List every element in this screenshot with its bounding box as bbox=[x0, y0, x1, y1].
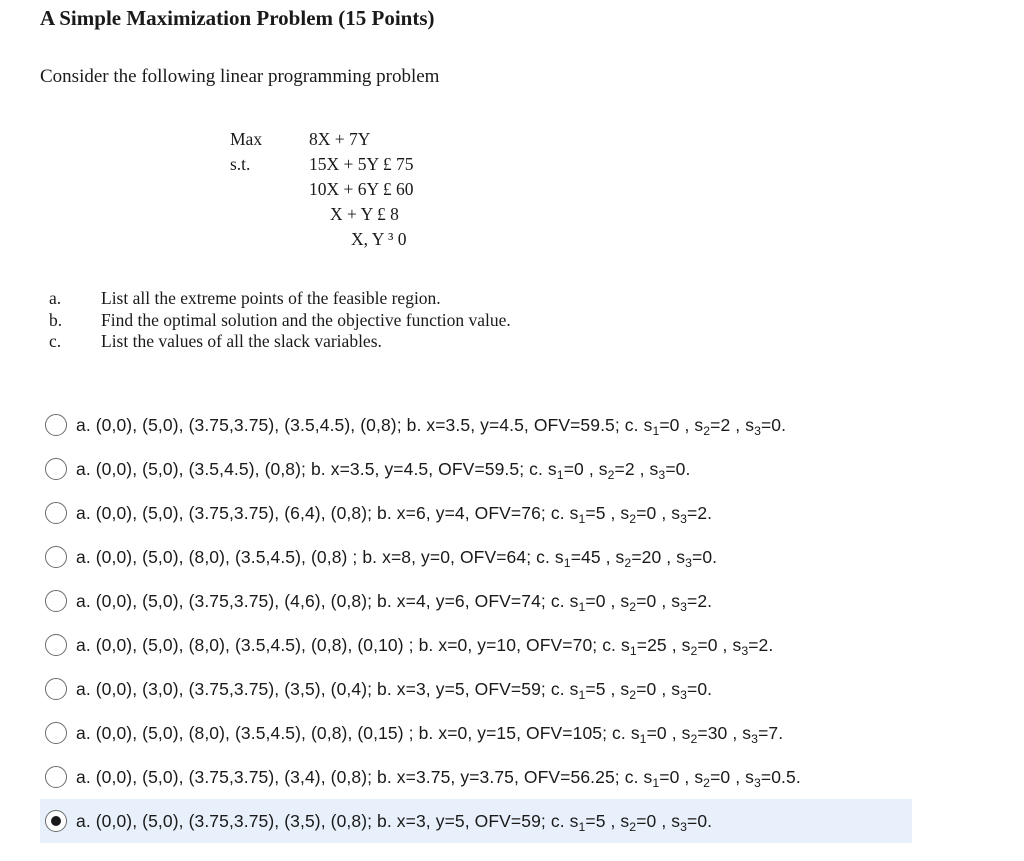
radio-button[interactable] bbox=[45, 634, 67, 656]
answer-option[interactable] bbox=[40, 491, 912, 535]
constraint-1: 15X + 5Y £ 75 bbox=[309, 154, 414, 174]
radio-button[interactable] bbox=[45, 810, 67, 832]
answer-option-text: a. (0,0), (5,0), (3.75,3.75), (6,4), (0,8); b. x=6, y=4, OFV=76; c. $s_1=5$ , $s_2=0$ , $s_3=2$. bbox=[76, 502, 713, 526]
answer-option[interactable] bbox=[40, 579, 912, 623]
answer-option-text: a. (0,0), (5,0), (3.75,3.75), (4,6), (0,8); b. x=4, y=6, OFV=74; c. $s_1=0$ , $s_2=0$ , $s_3=2$. bbox=[76, 590, 713, 614]
answer-option[interactable] bbox=[40, 535, 912, 579]
answer-option-text: a. (0,0), (5,0), (8,0), (3.5,4.5), (0,8) ; b. x=8, y=0, OFV=64; c. $s_1=45$ , $s_2=20$ , $s_3=0$. bbox=[76, 546, 718, 570]
radio-button[interactable] bbox=[45, 766, 67, 788]
answer-option[interactable] bbox=[40, 755, 912, 799]
part-text: List the values of all the slack variables. bbox=[101, 331, 382, 351]
answer-option[interactable] bbox=[40, 447, 912, 491]
radio-button[interactable] bbox=[45, 414, 67, 436]
answer-option[interactable] bbox=[40, 403, 912, 447]
answer-option-text: a. (0,0), (5,0), (3.75,3.75), (3,5), (0,8); b. x=3, y=5, OFV=59; c. $s_1=5$ , $s_2=0$ , $s_3=0$. bbox=[76, 810, 713, 834]
subject-to-keyword: s.t. bbox=[230, 154, 251, 174]
answer-option-text: a. (0,0), (5,0), (3.5,4.5), (0,8); b. x=3.5, y=4.5, OFV=59.5; c. $s_1=0$ , $s_2=2$ , $s_3=0$. bbox=[76, 458, 691, 482]
constraint-2: 10X + 6Y £ 60 bbox=[309, 179, 414, 199]
constraint-3: X + Y £ 8 bbox=[330, 204, 399, 224]
answer-option[interactable] bbox=[40, 711, 912, 755]
problem-title: A Simple Maximization Problem (15 Points) bbox=[40, 6, 435, 30]
problem-intro: Consider the following linear programming problem bbox=[40, 66, 440, 87]
radio-button[interactable] bbox=[45, 502, 67, 524]
part-letter: b. bbox=[49, 309, 63, 330]
part-letter: a. bbox=[49, 288, 62, 308]
answer-option-text: a. (0,0), (5,0), (3.75,3.75), (3,4), (0,8); b. x=3.75, y=3.75, OFV=56.25; c. $s_1=0$ , $s_2=0$ , $s_3=0.5$. bbox=[76, 766, 801, 790]
part-letter: c. bbox=[49, 331, 62, 351]
radio-button[interactable] bbox=[45, 458, 67, 480]
answer-option[interactable] bbox=[40, 667, 912, 711]
objective-function: 8X + 7Y bbox=[309, 129, 371, 149]
part-text: Find the optimal solution and the objective function value. bbox=[101, 309, 511, 330]
radio-button[interactable] bbox=[45, 590, 67, 612]
answer-option-text: a. (0,0), (5,0), (8,0), (3.5,4.5), (0,8), (0,10) ; b. x=0, y=10, OFV=70; c. $s_1=25$ , $s_2=0$ , $s_3=2$. bbox=[76, 634, 774, 658]
radio-button[interactable] bbox=[45, 678, 67, 700]
answer-option[interactable] bbox=[40, 623, 912, 667]
answer-option-text: a. (0,0), (5,0), (8,0), (3.5,4.5), (0,8), (0,15) ; b. x=0, y=15, OFV=105; c. $s_1=0$ , $s_2=30$ , $s_3=7$. bbox=[76, 722, 784, 746]
answer-option-text: a. (0,0), (3,0), (3.75,3.75), (3,5), (0,4); b. x=3, y=5, OFV=59; c. $s_1=5$ , $s_2=0$ , $s_3=0$. bbox=[76, 678, 713, 702]
part-text: List all the extreme points of the feasible region. bbox=[101, 288, 441, 308]
nonnegativity-constraint: X, Y ³ 0 bbox=[351, 229, 407, 249]
radio-button[interactable] bbox=[45, 722, 67, 744]
answer-option-text: a. (0,0), (5,0), (3.75,3.75), (3.5,4.5), (0,8); b. x=3.5, y=4.5, OFV=59.5; c. $s_1=0$ , $s_2=2$ , $s_3=0$. bbox=[76, 414, 787, 438]
max-keyword: Max bbox=[230, 129, 263, 149]
answer-option[interactable] bbox=[40, 799, 912, 843]
radio-button[interactable] bbox=[45, 546, 67, 568]
answer-options bbox=[40, 403, 912, 843]
